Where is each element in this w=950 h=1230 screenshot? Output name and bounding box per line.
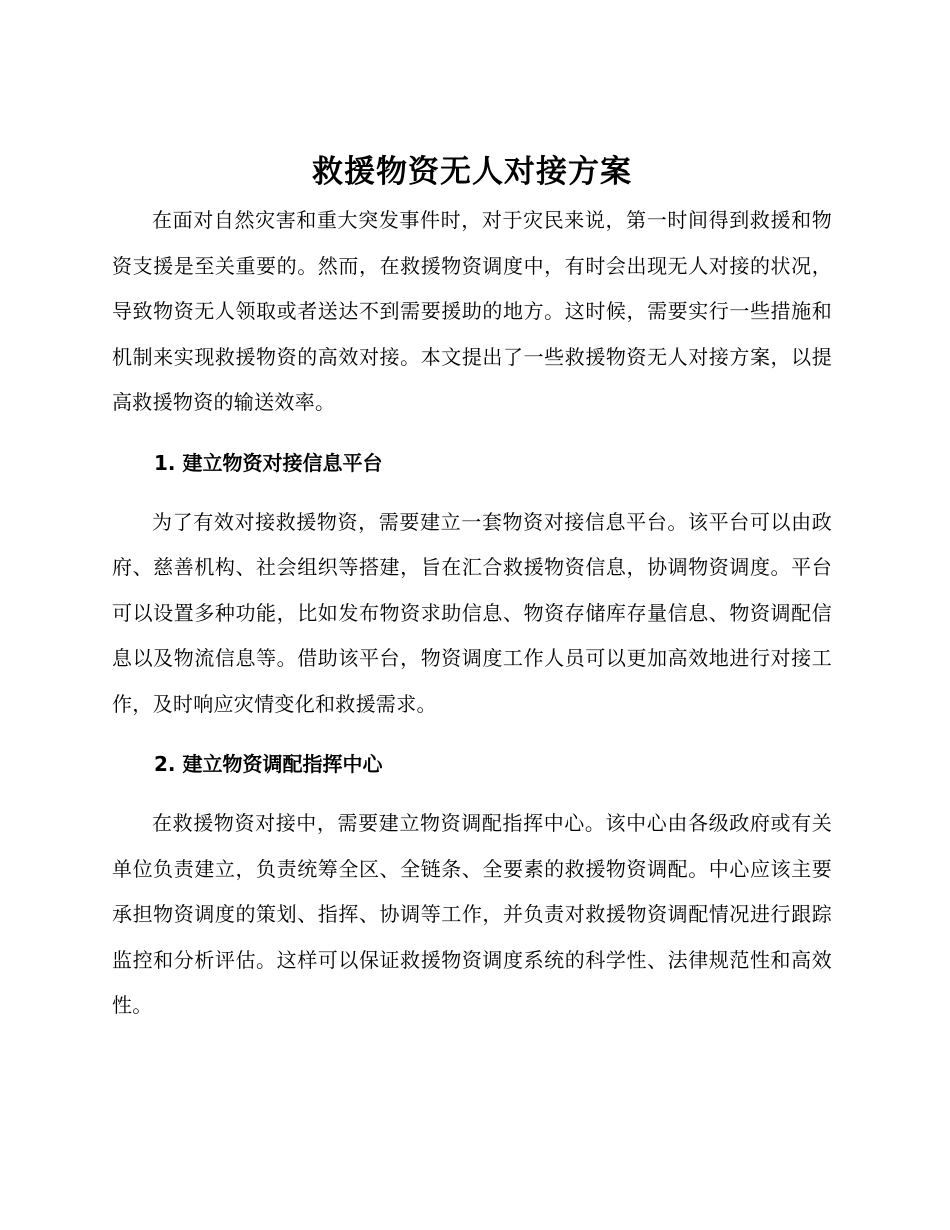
section-heading-1: 1. 建立物资对接信息平台	[154, 450, 383, 475]
intro-paragraph: 在面对自然灾害和重大突发事件时，对于灾民来说，第一时间得到救援和物资支援是至关重要的。然而，在救援物资调度中，有时会出现无人对接的状况，导致物资无人领取或者送达不到需要援助的地方。这时候，需要实行一些措施和机制来实现救援物资的高效对接。本文提出了一些救援物资无人对接方案，以提高救援物资的输送效率。	[112, 208, 832, 414]
section-body-1: 为了有效对接救援物资，需要建立一套物资对接信息平台。该平台可以由政府、慈善机构、社会组织等搭建，旨在汇合救援物资信息，协调物资调度。平台可以设置多种功能，比如发布物资求助信息、物资存储库存量信息、物资调配信息以及物流信息等。借助该平台，物资调度工作人员可以更加高效地进行对接工作，及时响应灾情变化和救援需求。	[112, 509, 832, 716]
section-body-2: 在救援物资对接中，需要建立物资调配指挥中心。该中心由各级政府或有关单位负责建立，负责统筹全区、全链条、全要素的救援物资调配。中心应该主要承担物资调度的策划、指挥、协调等工作，并负责对救援物资调配情况进行跟踪监控和分析评估。这样可以保证救援物资调度系统的科学性、法律规范性和高效性。	[112, 811, 832, 1017]
document-page	[112, 150, 832, 1029]
document-title: 救援物资无人对接方案	[312, 154, 632, 190]
section-heading-2: 2. 建立物资调配指挥中心	[154, 752, 383, 776]
